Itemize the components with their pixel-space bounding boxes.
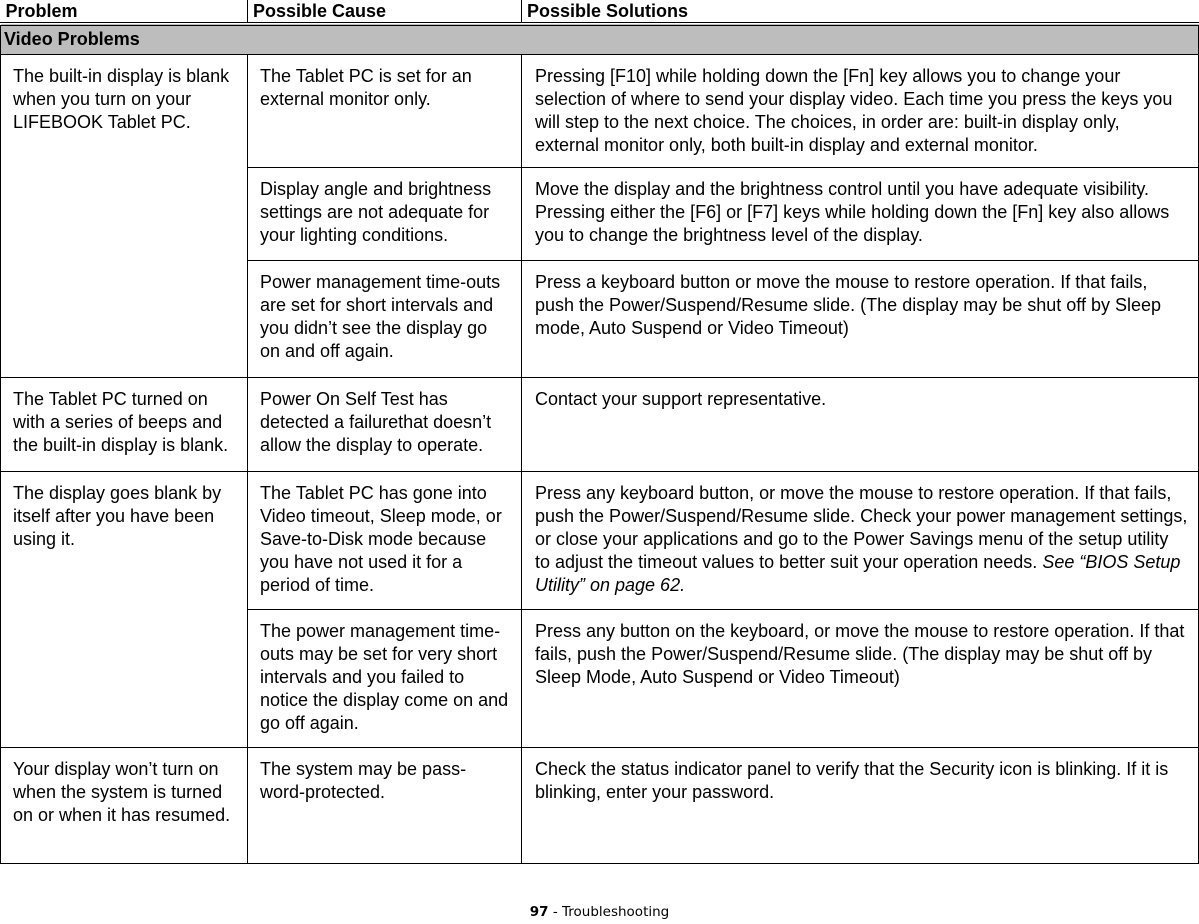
header-possible-cause: Possible Cause <box>248 0 522 24</box>
table-row <box>1 55 1199 168</box>
table-row <box>1 472 1199 610</box>
table-header-row <box>1 0 1199 24</box>
cause-cell: The system may be pass-word-protected. <box>248 748 522 864</box>
cause-cell: Power On Self Test has detected a failurethat doesn’t allow the display to operate. <box>248 378 522 472</box>
problem-cell: The display goes blank by itself after you have been using it. <box>1 472 248 748</box>
solution-cell: Check the status indicator panel to verify that the Security icon is blinking. If it is blinking, enter your password. <box>522 748 1199 864</box>
problem-cell: Your display won’t turn on when the system is turned on or when it has resumed. <box>1 748 248 864</box>
page-footer <box>0 904 1199 920</box>
cause-cell: The power management time-outs may be set for very short intervals and you failed to notice the display come on and go off again. <box>248 610 522 748</box>
solution-text: Press any keyboard button, or move the mouse to restore operation. If that fails, push the Power/Suspend/Resume slide. Check your power management settings, or close your applications and go to the Power Savings menu of the setup utility to adjust the timeout values to better suit your operation needs. <box>535 483 1188 572</box>
page-number: 97 <box>529 904 549 920</box>
problem-cell: The Tablet PC turned on with a series of beeps and the built-in display is blank. <box>1 378 248 472</box>
solution-cell: Contact your support representative. <box>522 378 1199 472</box>
solution-cell <box>522 472 1199 610</box>
header-problem: Problem <box>1 0 248 24</box>
problem-cell: The built-in display is blank when you turn on your LIFEBOOK Tablet PC. <box>1 55 248 378</box>
table-row <box>1 748 1199 864</box>
bios-setup-cross-reference[interactable]: See “BIOS Setup Utility” on page 62. <box>535 552 1181 595</box>
cause-cell: The Tablet PC has gone into Video timeout, Sleep mode, or Save-to-Disk mode because you have not used it for a period of time. <box>248 472 522 610</box>
section-title: Video Problems <box>1 24 1199 55</box>
footer-section-name: Troubleshooting <box>562 904 670 920</box>
section-row-video-problems <box>1 24 1199 55</box>
cause-cell: Display angle and brightness settings are not adequate for your lighting conditions. <box>248 168 522 261</box>
table-row <box>1 378 1199 472</box>
cause-cell: The Tablet PC is set for an external monitor only. <box>248 55 522 168</box>
cause-cell: Power management time-outs are set for short intervals and you didn’t see the display go on and off again. <box>248 261 522 378</box>
solution-cell: Press any button on the keyboard, or move the mouse to restore operation. If that fails, push the Power/Suspend/Resume slide. (The display may be shut off by Sleep Mode, Auto Suspend or Video Timeout) <box>522 610 1199 748</box>
footer-separator: - <box>548 904 562 920</box>
solution-cell: Pressing [F10] while holding down the [Fn] key allows you to change your selection of where to send your display video. Each time you press the keys you will step to the next choice. The choices, in order are: built-in display only, external monitor only, both built-in display and external monitor. <box>522 55 1199 168</box>
solution-cell: Move the display and the brightness control until you have adequate visibility. Pressing either the [F6] or [F7] keys while holding down the [Fn] key also allows you to change the brightness level of the display. <box>522 168 1199 261</box>
solution-cell: Press a keyboard button or move the mouse to restore operation. If that fails, push the Power/Suspend/Resume slide. (The display may be shut off by Sleep mode, Auto Suspend or Video Timeout) <box>522 261 1199 378</box>
header-possible-solutions: Possible Solutions <box>522 0 1199 24</box>
